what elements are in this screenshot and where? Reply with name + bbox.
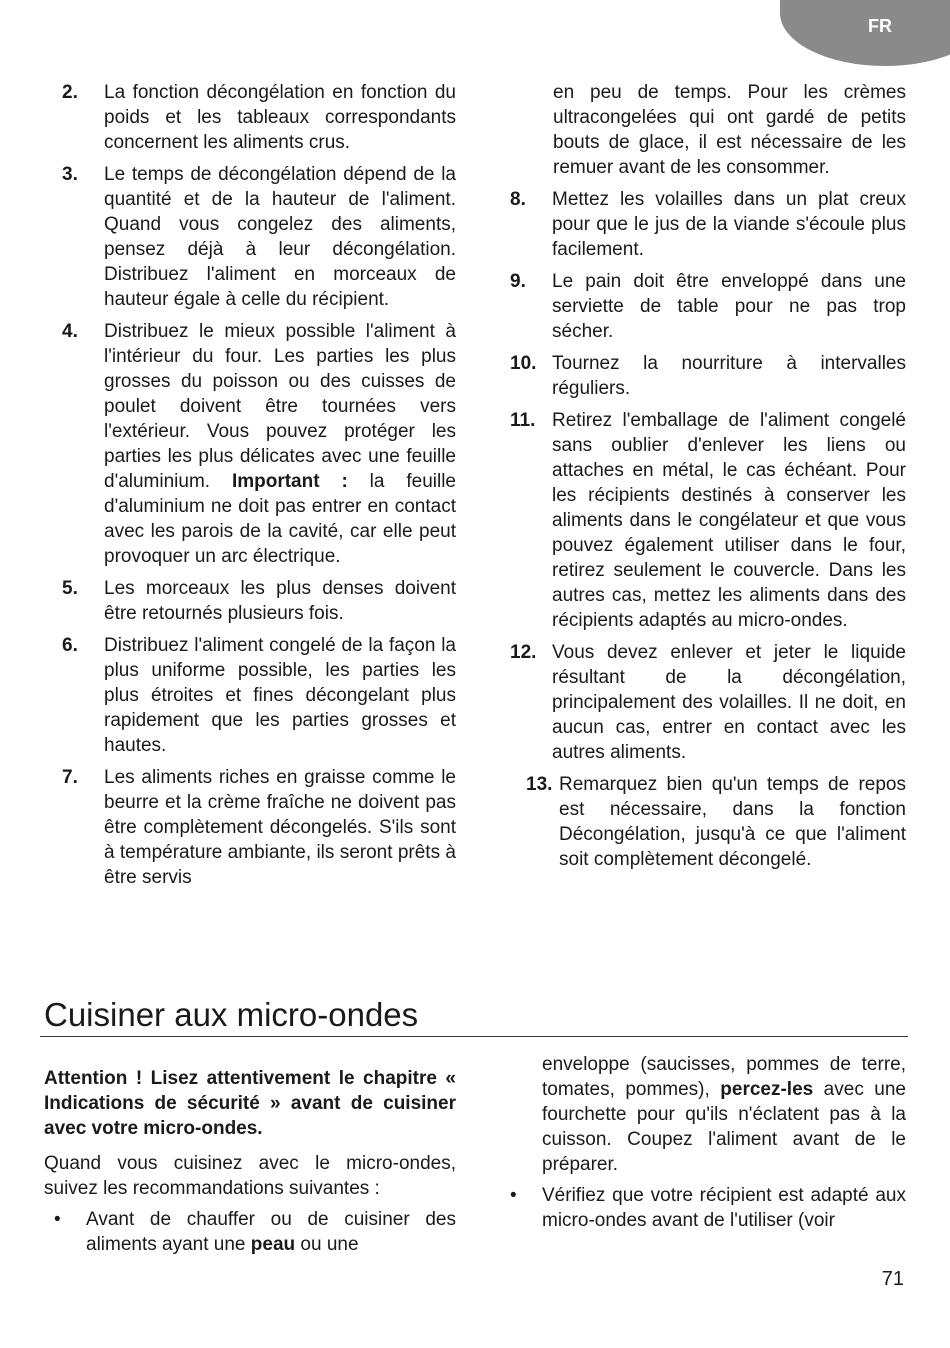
- list-item-11: [510, 408, 906, 633]
- item-text: Retirez l'emballage de l'aliment congelé sans oublier d'enlever les liens ou attaches en métal, le cas échéant. Pour les récipients destinés à conserver les aliments dans le congélateur et que vous pouvez également utiliser dans le four, retirez seulement le couvercle. Dans les autres cas, mettez les aliments dans des récipients adaptés au micro-ondes.: [552, 410, 906, 631]
- list-item-3: [62, 162, 456, 312]
- bullet-text: [86, 1207, 456, 1257]
- list-item-13: [526, 772, 906, 872]
- item-text: Distribuez le mieux possible l'aliment à l'intérieur du four. Les parties les plus grosses du poisson ou des cuisses de poulet doivent être tournées vers l'extérieur. Vous pouvez protéger les parties les plus délicates avec une feuille d'aluminium.: [104, 321, 456, 492]
- item-text-block: [104, 319, 456, 569]
- left-column-top: [62, 80, 456, 897]
- list-item-2: [62, 80, 456, 155]
- item-text: Les aliments riches en graisse comme le beurre et la crème fraîche ne doivent pas être complètement décongelés. S'ils sont à température ambiante, ils seront prêts à être servis: [104, 767, 456, 888]
- bullet-text-part: avec une fourchette pour qu'ils n'éclatent pas à la cuisson. Coupez l'aliment avant de le préparer.: [542, 1079, 906, 1175]
- item-number: 4.: [62, 321, 78, 342]
- important-label: Important :: [231, 471, 348, 492]
- item-number: 9.: [510, 271, 526, 292]
- item-number: 10.: [510, 353, 537, 374]
- item-number: 3.: [62, 164, 78, 185]
- bullet-item-2: [500, 1183, 906, 1233]
- bullet-dot: •: [510, 1185, 517, 1206]
- section-title: Cuisiner aux micro-ondes: [44, 996, 419, 1033]
- bullet-text-part: enveloppe (saucisses, pommes de terre, tomates, pommes),: [542, 1054, 906, 1100]
- bullet-text-part: ou une: [295, 1234, 359, 1255]
- item-text: Vous devez enlever et jeter le liquide résultant de la décongélation, principalement des volailles. Il ne doit, en aucun cas, entrer en contact avec les autres aliments.: [552, 642, 906, 763]
- left-column-bottom: [44, 1066, 456, 1263]
- language-label: FR: [868, 16, 892, 36]
- item-text: Le temps de décongélation dépend de la quantité et de la hauteur de l'aliment. Quand vous congelez des aliments, pensez déjà à leur décongélation. Distribuez l'aliment en morceaux de hauteur égale à celle du récipient.: [104, 164, 456, 310]
- bullet-1-continuation: [542, 1052, 906, 1177]
- list-item-7: [62, 765, 456, 890]
- list-item-12: [510, 640, 906, 765]
- list-item-10: [510, 351, 906, 401]
- item-number: 8.: [510, 189, 526, 210]
- item-number: 6.: [62, 635, 78, 656]
- list-item-6: [62, 633, 456, 758]
- list-item-9: [510, 269, 906, 344]
- section-divider: [40, 1036, 908, 1037]
- bullet-text-part: Avant de chauffer ou de cuisiner des aliments ayant une: [86, 1209, 456, 1255]
- item-text: Les morceaux les plus denses doivent être retournés plusieurs fois.: [104, 578, 456, 624]
- item-text: Remarquez bien qu'un temps de repos est nécessaire, dans la fonction Décongélation, jusqu'à ce que l'aliment soit complètement décongelé.: [559, 774, 906, 870]
- item-number: 12.: [510, 642, 537, 663]
- page-number: 71: [881, 1268, 904, 1290]
- item-number: 11.: [510, 410, 536, 431]
- item-text: Le pain doit être enveloppé dans une serviette de table pour ne pas trop sécher.: [552, 271, 906, 342]
- list-item-5: [62, 576, 456, 626]
- right-column-bottom: [500, 1052, 906, 1239]
- list-item-4: [62, 319, 456, 569]
- item-text: La fonction décongélation en fonction du poids et les tableaux correspondants concernent les aliments crus.: [104, 82, 456, 153]
- safety-warning: Attention ! Lisez attentivement le chapitre « Indications de sécurité » avant de cuisiner avec votre micro-ondes.: [44, 1068, 456, 1139]
- right-column-top: [510, 80, 906, 879]
- item-number: 7.: [62, 767, 78, 788]
- bullet-bold-word: percez-les: [720, 1079, 814, 1100]
- bullet-dot: •: [54, 1209, 61, 1230]
- bullet-bold-word: peau: [250, 1234, 296, 1255]
- bullet-item-1: [44, 1207, 456, 1257]
- item-number: 13.: [526, 774, 553, 795]
- intro-paragraph: Quand vous cuisinez avec le micro-ondes, suivez les recommandations suivantes :: [44, 1153, 456, 1199]
- item-text: Distribuez l'aliment congelé de la façon la plus uniforme possible, les parties les plus étroites et fines décongelant plus rapidement que les parties grosses et hautes.: [104, 635, 456, 756]
- language-tab: [780, 0, 950, 66]
- list-item-8: [510, 187, 906, 262]
- item-text: Tournez la nourriture à intervalles réguliers.: [552, 353, 906, 399]
- bullet-text: Vérifiez que votre récipient est adapté aux micro-ondes avant de l'utiliser (voir: [542, 1185, 906, 1231]
- item-number: 5.: [62, 578, 78, 599]
- important-text: la feuille d'aluminium ne doit pas entrer en contact avec les parois de la cavité, car elle peut provoquer un arc électrique.: [104, 471, 456, 567]
- item-number: 2.: [62, 82, 78, 103]
- item-text: Mettez les volailles dans un plat creux pour que le jus de la viande s'écoule plus facilement.: [552, 189, 906, 260]
- item-7-continuation: en peu de temps. Pour les crèmes ultracongelées qui ont gardé de petits bouts de glace, il est nécessaire de les remuer avant de les consommer.: [553, 82, 906, 178]
